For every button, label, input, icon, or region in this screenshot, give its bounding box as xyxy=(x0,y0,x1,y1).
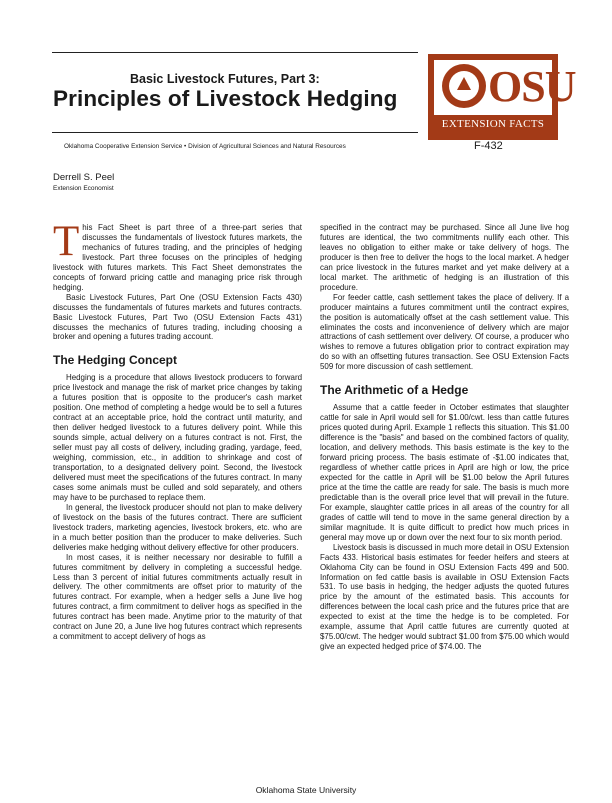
section-heading-arithmetic: The Arithmetic of a Hedge xyxy=(320,383,469,398)
footer-text: Oklahoma State University xyxy=(255,785,357,795)
hedging-paragraph-1: Hedging is a procedure that allows livestock producers to forward price livestock and manage the risk of market price changes by taking a futures position that is opposite to the producer's cash market position. One method of completing a hedge would be to sell a futures contract at an acceptable price, hold the contract until maturity, and then deliver hedged livestock to a futures delivery point. While this sounds simple, actual delivery on a futures contract is not. First, the seller must pay all costs of delivery, including grading, yardage, feed, weighing, commission, etc., in addition to shrinkage and cost of transportation, to a designated delivery point. Second, the livestock delivered must meet the specifications of the futures contract. In many cases some animals must be culled and sold separately, and others may have to be purchased to replace them. xyxy=(53,373,302,502)
continued-paragraph-1: specified in the contract may be purchased. Since all June live hog futures are identical, the two commitments nullify each other. This leaves no obligation to either make or take delivery of hogs. The producer is then free to deliver the hogs to the local market. A hedger can price livestock in the futures market and yet make delivery at a local market. The arithmetic of hedging is an illustration of this procedure. xyxy=(320,223,569,292)
hedging-paragraph-3: In most cases, it is neither necessary nor desirable to fulfill a futures commitment by delivery in completing a successful hedge. Less than 3 percent of initial futures commitments actually result in delivery. The other commitments are offset prior to maturity of the futures contract. For example, when a hedger sells a June live hog futures contract, a firm commitment to deliver hogs as specified in the futures contract has been made. Anytime prior to the maturity of that contract on June 20, a June live hog futures contract which represents a commitment to accept delivery of hogs as xyxy=(53,552,302,642)
column-right xyxy=(320,223,569,652)
logo-strip: EXTENSION FACTS xyxy=(441,118,545,130)
fact-number: F-432 xyxy=(474,140,503,152)
author-title: Extension Economist xyxy=(53,185,114,192)
intro-paragraph-1: This Fact Sheet is part three of a three-part series that discusses the fundamentals of livestock futures markets, the mechanics of futures trading, and the principles of hedging livestock. Part three focuses on the principles of hedging livestock with futures markets. This Fact Sheet demonstrates the concepts of forward pricing cattle and managing price risk through hedging. xyxy=(53,218,302,292)
header-rule-bottom xyxy=(52,132,418,133)
section-heading-hedging-concept: The Hedging Concept xyxy=(53,353,177,368)
continued-paragraph-2: For feeder cattle, cash settlement takes the place of delivery. If a producer maintains a futures commitment until the contract expires, the position is automatically offset at the cash settlement value. This eliminates the costs and inconvenience of delivery which are major attractions of cash settlement over delivery. Of course, a producer who wishes to remove a futures obligation prior to contract expiration may do so with an offsetting futures transaction. See OSU Extension Facts 509 for more discussion of cash settlement. xyxy=(320,292,569,372)
column-left xyxy=(53,218,302,642)
subtitle: Basic Livestock Futures, Part 3: xyxy=(130,72,320,86)
hedging-paragraph-2: In general, the livestock producer should not plan to make delivery of livestock on the basis of the futures contract. There are sufficient livestock traders, marketing agencies, livestock brokers, etc. who are in a much better position than the producer to make deliveries. Such deliveries make hedging without delivery effective for other producers. xyxy=(53,502,302,552)
header-rule-top xyxy=(52,52,418,53)
logo-box xyxy=(434,60,576,115)
logo-ring-icon xyxy=(442,64,486,108)
intro-paragraph-2: Basic Livestock Futures, Part One (OSU Extension Facts 430) discusses the fundamentals of futures markets and futures contracts. Basic Livestock Futures, Part Two (OSU Extension Facts 431) discusses the mechanics of futures trading, including choosing a broker and opening a futures trading account. xyxy=(53,292,302,342)
osu-extension-logo xyxy=(428,54,576,140)
department-line: Oklahoma Cooperative Extension Service • Division of Agricultural Sciences and Natural Resources xyxy=(64,143,346,150)
arithmetic-paragraph-2: Livestock basis is discussed in much more detail in OSU Extension Facts 433. Historical basis estimates for feeder heifers and steers at Oklahoma City can be found in OSU Extension Facts 499 and 500. Information on fed cattle basis is available in OSU Extension Facts 531. To use basis in hedging, the hedger adjusts the quoted futures price by the amount of the estimated basis. This accounts for differences between the local cash price and the futures price that are expected to exist at the time the hedge is to be completed. For example, assume that April cattle futures are currently quoted at $75.00/cwt. The hedger would subtract $1.00 from $75.00 which would give an expected hedged price of $74.00. The xyxy=(320,542,569,652)
arithmetic-paragraph-1: Assume that a cattle feeder in October estimates that slaughter cattle for sale in April would sell for $1.00/cwt. less than cattle futures prices quoted during April. Example 1 reflects this situation. This $1.00 difference is the "basis" and based on the combined factors of quality, location, and delivery methods. This basis estimate is the key to the forward pricing process. The basis estimate of -$1.00 indicates that, regardless of whether cattle prices in April are high or low, the price expected for the cattle in April will be $1.00 below the April futures price at the time the cattle are ready for sale. The basis is much more predictable than is the overall price level that will prevail in the future. For example, slaughter cattle prices in all areas of the country for all grades of cattle will tend to move in the same general direction by a similar magnitude. It is quite difficult to predict how much prices in general may move up or down over the next four to six month period. xyxy=(320,403,569,542)
page-title: Principles of Livestock Hedging xyxy=(53,86,398,111)
logo-triangle-icon xyxy=(457,77,471,90)
drop-cap: T xyxy=(53,218,80,265)
logo-letters: OSU xyxy=(488,62,576,111)
author-name: Derrell S. Peel xyxy=(53,172,115,183)
